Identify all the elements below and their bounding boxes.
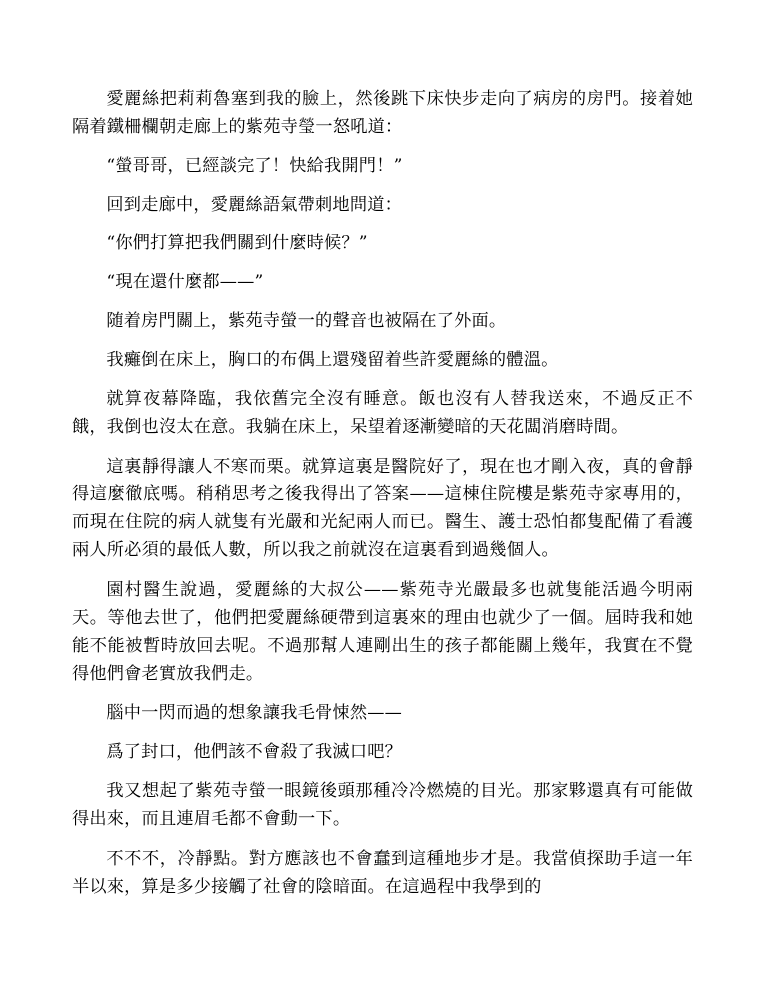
document-body <box>72 86 693 902</box>
paragraph: 我又想起了紫苑寺螢一眼鏡後頭那種冷冷燃燒的目光。那家夥還真有可能做得出來，而且連眉毛都不會動一下。 <box>72 781 693 830</box>
paragraph: 爲了封口，他們該不會殺了我滅口吧？ <box>106 742 402 763</box>
paragraph: 我癱倒在床上，胸口的布偶上還殘留着些許愛麗絲的體溫。 <box>106 350 559 371</box>
paragraph: 随着房門關上，紫苑寺螢一的聲音也被隔在了外面。 <box>106 311 507 332</box>
paragraph: “你們打算把我們關到什麼時候？” <box>106 233 368 254</box>
paragraph: 腦中一閃而過的想象讓我毛骨悚然—— <box>106 703 402 724</box>
paragraph: 這裏靜得讓人不寒而栗。就算這裏是醫院好了，現在也才剛入夜，真的會靜得這麼徹底嗎。稍稍思考之後我得出了答案——這棟住院樓是紫苑寺家專用的，而現在住院的病人就隻有光嚴和光紀兩人而已。醫生、護士恐怕都隻配備了看護兩人所必須的最低人數，所以我之前就沒在這裏看到過幾個人。 <box>72 456 693 561</box>
paragraph: 不不不，冷靜點。對方應該也不會蠢到這種地步才是。我當偵探助手這一年半以來，算是多少接觸了社會的陰暗面。在這過程中我學到的 <box>72 848 693 897</box>
paragraph: 回到走廊中，愛麗絲語氣帶刺地問道： <box>106 194 402 215</box>
paragraph: “螢哥哥，已經談完了！快給我開門！” <box>106 155 403 176</box>
paragraph: 園村醫生說過，愛麗絲的大叔公——紫苑寺光嚴最多也就隻能活過今明兩天。等他去世了，他們把愛麗絲硬帶到這裏來的理由也就少了一個。屆時我和她能不能被暫時放回去呢。不過那幫人連剛出生的孩子都能關上幾年，我實在不覺得他們會老實放我們走。 <box>72 580 693 684</box>
paragraph: 就算夜幕降臨，我依舊完全沒有睡意。飯也沒有人替我送來，不過反正不餓，我倒也沒太在意。我躺在床上，呆望着逐漸變暗的天花闆消磨時間。 <box>72 388 693 437</box>
paragraph: “現在還什麼都——” <box>106 272 264 293</box>
paragraph: 愛麗絲把莉莉魯塞到我的臉上，然後跳下床快步走向了病房的房門。接着她隔着鐵柵欄朝走廊上的紫苑寺瑩一怒吼道： <box>72 89 693 137</box>
